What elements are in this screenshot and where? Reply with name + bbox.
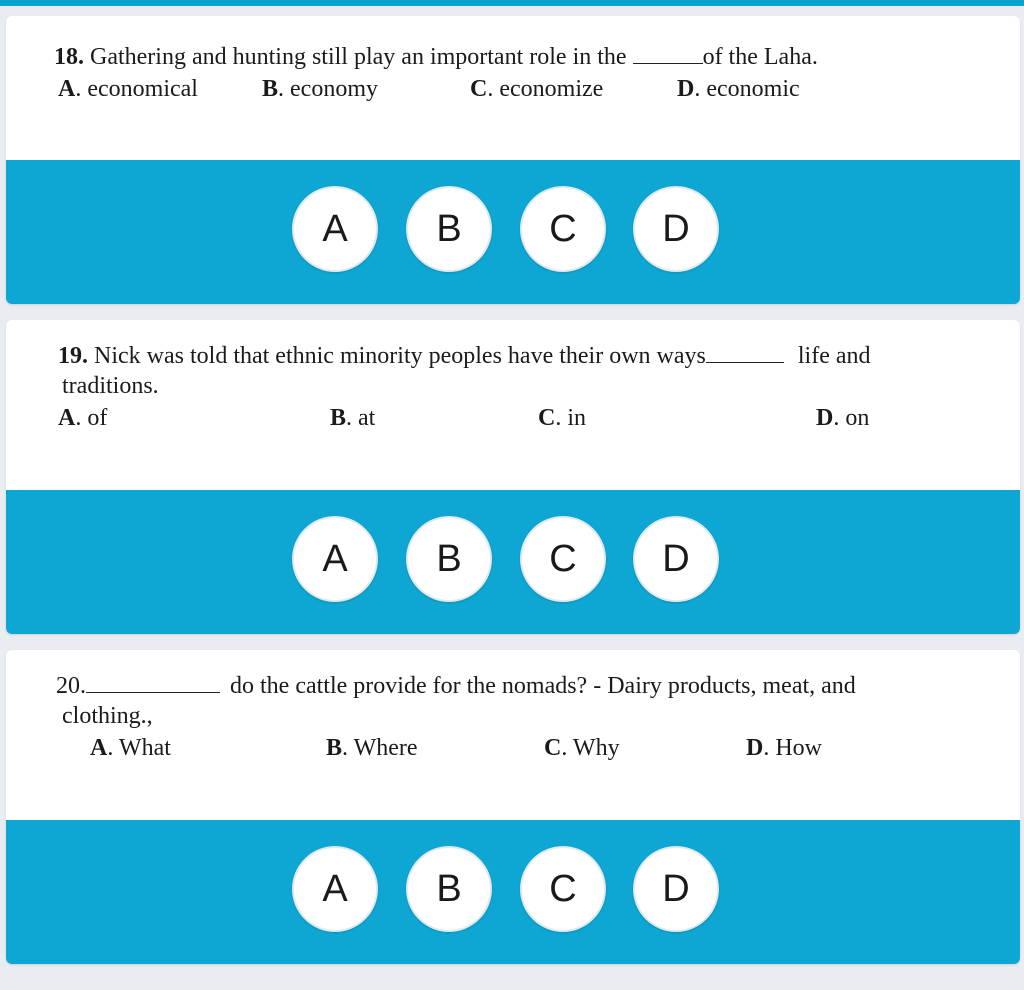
answer-button-d[interactable]: D: [633, 186, 719, 272]
question-text: 18. Gathering and hunting still play an important role in the of the Laha.: [54, 44, 818, 70]
option-b: B. at: [330, 405, 376, 431]
option-a: A. economical: [58, 76, 198, 102]
question-stem: Nick was told that ethnic minority peoples have their own ways: [94, 343, 706, 369]
question-continuation: traditions.: [62, 373, 159, 399]
question-card-19: [6, 320, 1020, 634]
option-a: A. What: [90, 735, 171, 761]
question-card-18: [6, 16, 1020, 304]
answer-button-b[interactable]: B: [406, 186, 492, 272]
answer-blank: [706, 344, 784, 363]
question-continuation: clothing.,: [62, 703, 153, 729]
answer-blank: [633, 45, 703, 64]
answer-button-a[interactable]: A: [292, 516, 378, 602]
question-number: 20: [56, 673, 80, 699]
option-c: C. economize: [470, 76, 604, 102]
answer-button-a[interactable]: A: [292, 846, 378, 932]
question-panel: [6, 320, 1020, 490]
answer-panel: [6, 490, 1020, 634]
question-stem-end: life and: [797, 343, 871, 369]
option-d: D. economic: [677, 76, 800, 102]
question-stem-end: of the Laha.: [702, 44, 818, 70]
question-panel: [6, 16, 1020, 160]
question-stem: Gathering and hunting still play an important role in the: [90, 44, 627, 70]
option-d: D. on: [816, 405, 870, 431]
question-card-20: [6, 650, 1020, 964]
question-number: 19: [58, 343, 82, 369]
answer-button-d[interactable]: D: [633, 516, 719, 602]
answer-blank: [86, 674, 220, 693]
question-text: 20. do the cattle provide for the nomads? - Dairy products, meat, and: [56, 673, 856, 699]
answer-button-b[interactable]: B: [406, 846, 492, 932]
option-b: B. Where: [326, 735, 418, 761]
question-panel: [6, 650, 1020, 820]
answer-button-b[interactable]: B: [406, 516, 492, 602]
option-c: C. Why: [544, 735, 620, 761]
option-b: B. economy: [262, 76, 378, 102]
answer-panel: [6, 820, 1020, 964]
option-d: D. How: [746, 735, 823, 761]
answer-button-a[interactable]: A: [292, 186, 378, 272]
option-a: A. of: [58, 405, 108, 431]
answer-button-c[interactable]: C: [520, 516, 606, 602]
option-c: C. in: [538, 405, 587, 431]
answer-panel: [6, 160, 1020, 304]
top-accent-bar: [0, 0, 1024, 6]
question-text: 19. Nick was told that ethnic minority peoples have their own ways life and: [58, 343, 871, 369]
question-number: 18: [54, 44, 78, 70]
answer-button-c[interactable]: C: [520, 186, 606, 272]
answer-button-c[interactable]: C: [520, 846, 606, 932]
question-stem-end: do the cattle provide for the nomads? - Dairy products, meat, and: [230, 673, 856, 699]
answer-button-d[interactable]: D: [633, 846, 719, 932]
